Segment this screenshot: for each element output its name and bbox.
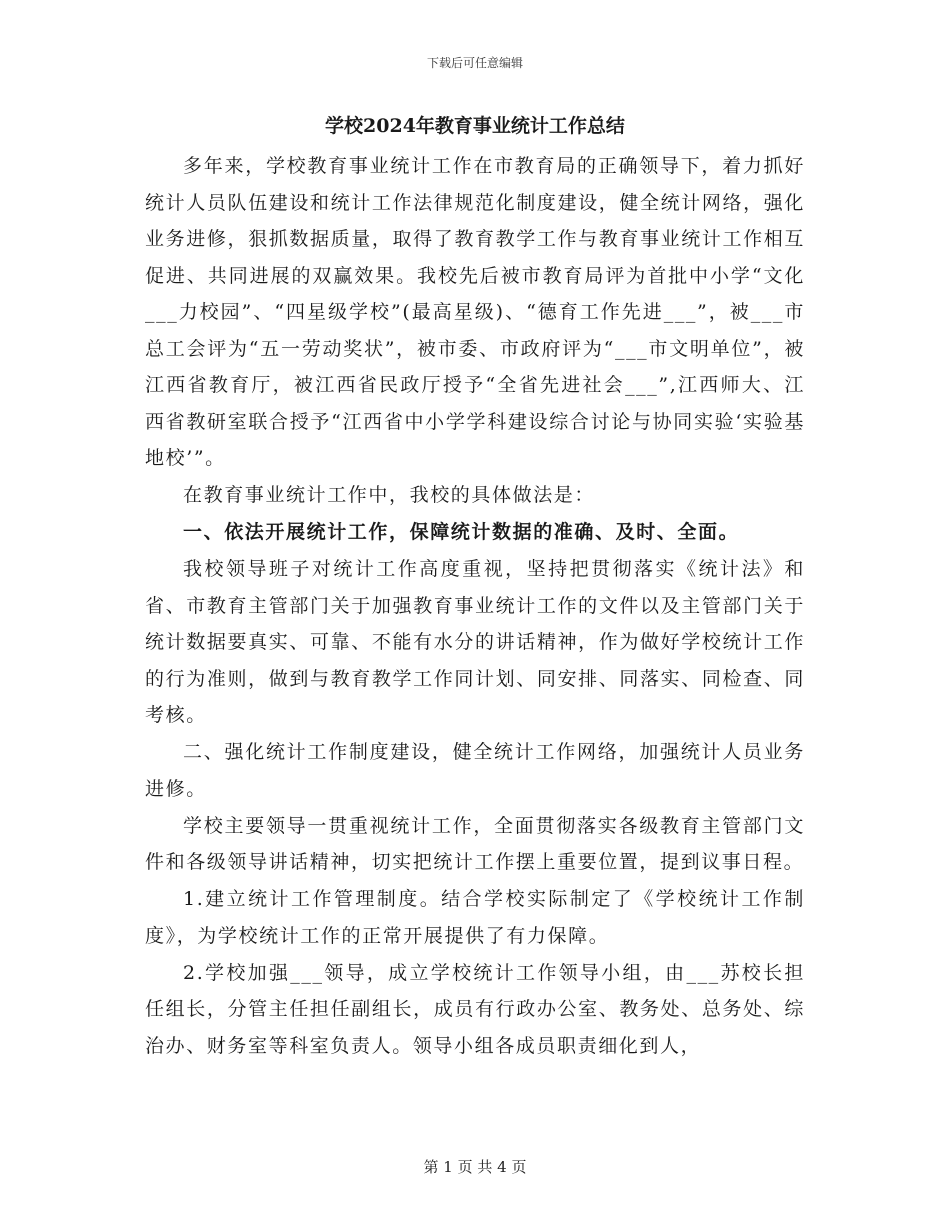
paragraph-item-2: 2.学校加强___领导，成立学校统计工作领导小组，由___苏校长担任组长，分管主任担任副组长，成员有行政办公室、教务处、总务处、综治办、财务室等科室负责人。领导小组各成员职责细化到人， — [145, 961, 805, 1057]
paragraph-section-2: 学校主要领导一贯重视统计工作，全面贯彻落实各级教育主管部门文件和各级领导讲话精神，切实把统计工作摆上重要位置，提到议事日程。 — [145, 814, 805, 873]
document-title: 学校2024年教育事业统计工作总结 — [325, 115, 625, 137]
section-heading-2: 二、强化统计工作制度建设，健全统计工作网络，加强统计人员业务进修。 — [145, 741, 805, 800]
document-page — [145, 108, 805, 1064]
header-note: 下载后可任意编辑 — [426, 56, 523, 70]
paragraph-section-1: 我校领导班子对统计工作高度重视，坚持把贯彻落实《统计法》和省、市教育主管部门关于加强教育事业统计工作的文件以及主管部门关于统计数据要真实、可靠、不能有水分的讲话精神，作为做好学校统计工作的行为准则，做到与教育教学工作同计划、同安排、同落实、同检查、同考核。 — [145, 558, 805, 726]
paragraph-methods-lead: 在教育事业统计工作中，我校的具体做法是： — [183, 484, 596, 506]
page-footer: 第 1 页 共 4 页 — [423, 1158, 527, 1176]
section-heading-1: 一、依法开展统计工作，保障统计数据的准确、及时、全面。 — [183, 521, 740, 543]
paragraph-item-1: 1.建立统计工作管理制度。结合学校实际制定了《学校统计工作制度》，为学校统计工作的正常开展提供了有力保障。 — [145, 888, 805, 947]
paragraph-intro: 多年来，学校教育事业统计工作在市教育局的正确领导下，着力抓好统计人员队伍建设和统计工作法律规范化制度建设，健全统计网络，强化业务进修，狠抓数据质量，取得了教育教学工作与教育事业统计工作相互促进、共同进展的双赢效果。我校先后被市教育局评为首批中小学“文化___力校园”、“四星级学校”(最高星级)、“德育工作先进___”，被___市总工会评为“五一劳动奖状”，被市委、市政府评为“___市文明单位”，被江西省教育厅，被江西省民政厅授予“全省先进社会___”,江西师大、江西省教研室联合授予“江西省中小学学科建设综合讨论与协同实验‘实验基地校’”。 — [145, 155, 805, 469]
